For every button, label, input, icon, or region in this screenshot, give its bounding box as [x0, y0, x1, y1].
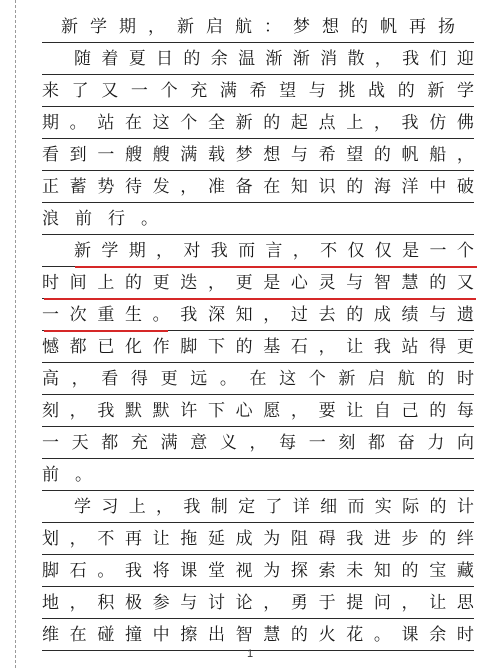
text-line-row — [42, 74, 474, 107]
text-line: 浪 前 行 。 — [42, 209, 158, 229]
text-line: 刻 ， 我 默 默 许 下 心 愿 ， 要 让 自 己 的 每 — [42, 401, 474, 421]
text-line: 高 ， 看 得 更 远 。 在 这 个 新 启 航 的 时 — [42, 369, 474, 389]
text-line-row — [42, 330, 474, 363]
red-underline-2 — [44, 298, 476, 300]
red-underline-3 — [44, 330, 168, 332]
text-line-row — [42, 522, 474, 555]
text-line-row — [42, 586, 474, 619]
lined-sheet — [42, 0, 474, 645]
text-line: 地 ， 积 极 参 与 讨 论 ， 勇 于 提 问 ， 让 思 — [42, 593, 474, 613]
margin-line — [15, 0, 16, 668]
text-line-row — [42, 298, 474, 331]
text-line: 维 在 碰 撞 中 擦 出 智 慧 的 火 花 。 课 余 时 — [42, 625, 474, 645]
text-line: 正 蓄 势 待 发 ， 准 备 在 知 识 的 海 洋 中 破 — [42, 177, 474, 197]
page-number: 1 — [246, 648, 254, 660]
text-line: 憾 都 已 化 作 脚 下 的 基 石 ， 让 我 站 得 更 — [42, 337, 474, 357]
text-line-row — [42, 42, 474, 75]
text-line-row — [42, 426, 474, 459]
red-underline-1 — [75, 266, 477, 268]
text-line-row — [42, 618, 474, 651]
text-line-row — [42, 362, 474, 395]
text-line: 看 到 一 艘 艘 满 载 梦 想 与 希 望 的 帆 船 ， — [42, 145, 474, 165]
text-line: 划 ， 不 再 让 拖 延 成 为 阻 碍 我 进 步 的 绊 — [42, 529, 474, 549]
text-line: 脚 石 。 我 将 课 堂 视 为 探 索 未 知 的 宝 藏 — [42, 561, 474, 581]
text-line: 学 习 上 ， 我 制 定 了 详 细 而 实 际 的 计 — [74, 497, 474, 517]
text-line: 来 了 又 一 个 充 满 希 望 与 挑 战 的 新 学 — [42, 81, 474, 101]
essay-title: 新 学 期 ， 新 启 航 ： 梦 想 的 帆 再 扬 — [61, 17, 455, 37]
text-line-row — [42, 202, 474, 235]
text-line-row — [42, 234, 474, 267]
text-line-row — [42, 458, 474, 491]
text-line-row — [42, 554, 474, 587]
text-line: 期 。 站 在 这 个 全 新 的 起 点 上 ， 我 仿 佛 — [42, 113, 474, 133]
text-line: 前 。 — [42, 465, 92, 485]
text-line-row — [42, 490, 474, 523]
text-line: 时 间 上 的 更 迭 ， 更 是 心 灵 与 智 慧 的 又 — [42, 273, 474, 293]
text-line-row — [42, 394, 474, 427]
text-line-row — [42, 266, 474, 299]
text-line-row — [42, 170, 474, 203]
title-row — [42, 10, 474, 43]
text-line: 一 天 都 充 满 意 义 ， 每 一 刻 都 奋 力 向 — [42, 433, 474, 453]
text-line-row — [42, 138, 474, 171]
text-line: 随 着 夏 日 的 余 温 渐 渐 消 散 ， 我 们 迎 — [74, 49, 474, 69]
text-line: 一 次 重 生 。 我 深 知 ， 过 去 的 成 绩 与 遗 — [42, 305, 474, 325]
text-line: 新 学 期 ， 对 我 而 言 ， 不 仅 仅 是 一 个 — [74, 241, 474, 261]
text-line-row — [42, 106, 474, 139]
